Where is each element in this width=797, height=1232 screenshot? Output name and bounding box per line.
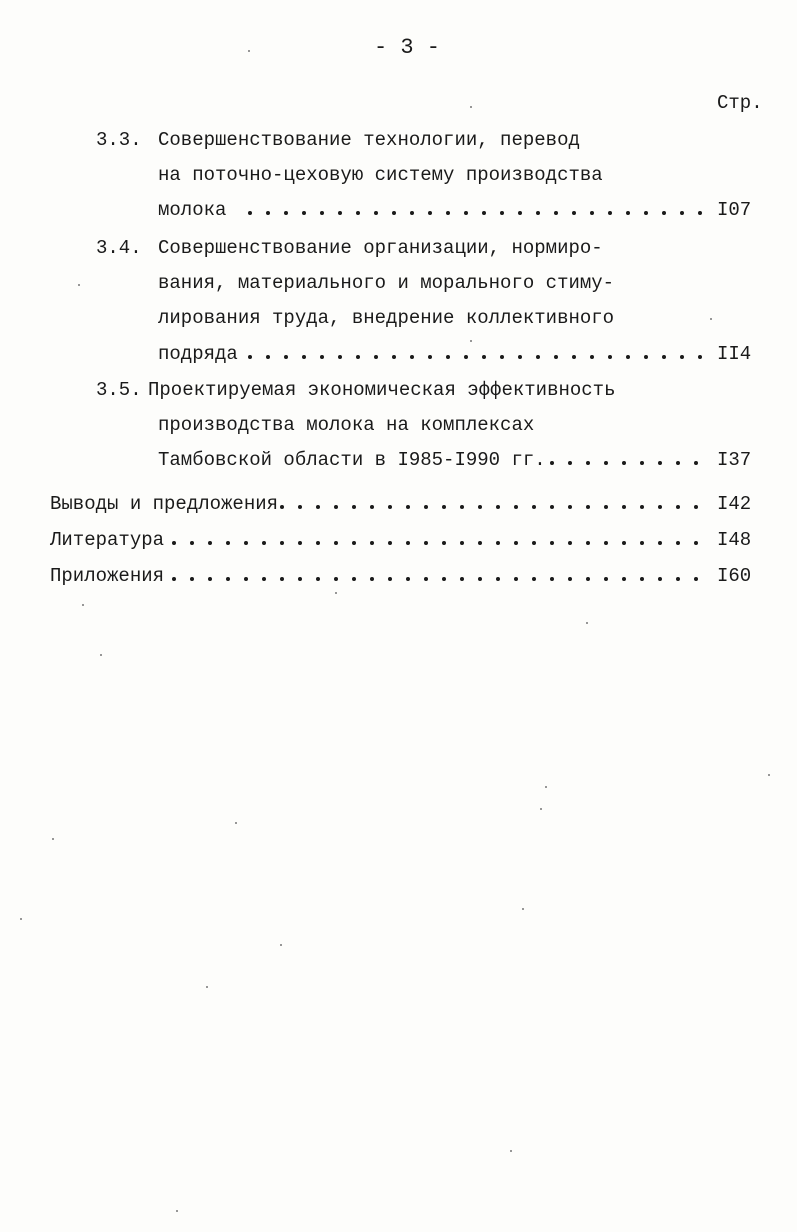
leader-dot bbox=[478, 577, 482, 581]
leader-dot bbox=[262, 541, 266, 545]
leader-dot bbox=[478, 505, 482, 509]
leader-dot bbox=[568, 461, 572, 465]
leader-dot bbox=[460, 577, 464, 581]
leader-dot bbox=[694, 461, 698, 465]
scan-speck bbox=[100, 654, 102, 656]
leader-dot bbox=[406, 505, 410, 509]
leader-dot bbox=[586, 505, 590, 509]
leader-dot bbox=[680, 355, 684, 359]
leader-dot bbox=[662, 355, 666, 359]
leader-dot bbox=[442, 505, 446, 509]
leader-dot bbox=[284, 355, 288, 359]
entry-title: Выводы и предложения bbox=[50, 493, 279, 515]
dot-leader bbox=[248, 204, 703, 223]
leader-dot bbox=[442, 541, 446, 545]
leader-dot bbox=[514, 577, 518, 581]
leader-dot bbox=[676, 505, 680, 509]
dot-leader bbox=[550, 454, 705, 473]
leader-dot bbox=[694, 541, 698, 545]
leader-dot bbox=[514, 505, 518, 509]
scan-speck bbox=[235, 822, 237, 824]
scan-speck bbox=[545, 786, 547, 788]
leader-dot bbox=[622, 577, 626, 581]
leader-dot bbox=[388, 541, 392, 545]
leader-dot bbox=[460, 541, 464, 545]
section-page-number: I37 bbox=[717, 449, 752, 471]
leader-dot bbox=[500, 211, 504, 215]
leader-dot bbox=[568, 541, 572, 545]
scan-speck bbox=[768, 774, 770, 776]
section-title-line: производства молока на комплексах bbox=[158, 414, 535, 436]
leader-dot bbox=[694, 577, 698, 581]
leader-dot bbox=[658, 541, 662, 545]
leader-dot bbox=[464, 211, 468, 215]
leader-dot bbox=[406, 577, 410, 581]
leader-dot bbox=[428, 355, 432, 359]
leader-dot bbox=[424, 541, 428, 545]
leader-dot bbox=[554, 355, 558, 359]
leader-dot bbox=[694, 505, 698, 509]
scan-speck bbox=[176, 1210, 178, 1212]
section-title-line: на поточно-цеховую систему производства bbox=[158, 164, 603, 186]
leader-dot bbox=[244, 541, 248, 545]
leader-dot bbox=[662, 211, 666, 215]
entry-title: Литература bbox=[50, 529, 165, 551]
leader-dot bbox=[518, 355, 522, 359]
leader-dot bbox=[374, 355, 378, 359]
leader-dot bbox=[586, 461, 590, 465]
leader-dot bbox=[572, 355, 576, 359]
leader-dot bbox=[172, 577, 176, 581]
leader-dot bbox=[334, 505, 338, 509]
leader-dot bbox=[644, 211, 648, 215]
section-page-number: I07 bbox=[717, 199, 752, 221]
leader-dot bbox=[640, 577, 644, 581]
leader-dot bbox=[496, 505, 500, 509]
leader-dot bbox=[500, 355, 504, 359]
leader-dot bbox=[536, 355, 540, 359]
leader-dot bbox=[676, 541, 680, 545]
leader-dot bbox=[226, 577, 230, 581]
leader-dot bbox=[280, 505, 284, 509]
leader-dot bbox=[568, 505, 572, 509]
scan-speck bbox=[82, 604, 84, 606]
leader-dot bbox=[608, 211, 612, 215]
leader-dot bbox=[550, 541, 554, 545]
leader-dot bbox=[644, 355, 648, 359]
leader-dot bbox=[446, 211, 450, 215]
leader-dot bbox=[478, 541, 482, 545]
leader-dot bbox=[338, 211, 342, 215]
leader-dot bbox=[532, 505, 536, 509]
entry-page-number: I60 bbox=[717, 565, 752, 587]
leader-dot bbox=[172, 541, 176, 545]
leader-dot bbox=[424, 505, 428, 509]
leader-dot bbox=[626, 211, 630, 215]
leader-dot bbox=[604, 461, 608, 465]
scan-speck bbox=[522, 908, 524, 910]
leader-dot bbox=[374, 211, 378, 215]
leader-dot bbox=[280, 577, 284, 581]
leader-dot bbox=[680, 211, 684, 215]
leader-dot bbox=[442, 577, 446, 581]
leader-dot bbox=[352, 541, 356, 545]
scan-speck bbox=[78, 284, 80, 286]
leader-dot bbox=[392, 211, 396, 215]
dot-leader bbox=[280, 498, 705, 517]
leader-dot bbox=[320, 355, 324, 359]
scan-speck bbox=[710, 318, 712, 320]
leader-dot bbox=[550, 505, 554, 509]
leader-dot bbox=[604, 505, 608, 509]
leader-dot bbox=[550, 461, 554, 465]
entry-title: Приложения bbox=[50, 565, 165, 587]
leader-dot bbox=[658, 461, 662, 465]
scan-speck bbox=[248, 50, 250, 52]
leader-dot bbox=[280, 541, 284, 545]
leader-dot bbox=[482, 211, 486, 215]
dot-leader bbox=[248, 348, 710, 367]
leader-dot bbox=[626, 355, 630, 359]
section-title-line: Тамбовской области в I985-I990 гг. bbox=[158, 449, 546, 471]
leader-dot bbox=[464, 355, 468, 359]
leader-dot bbox=[496, 541, 500, 545]
leader-dot bbox=[316, 577, 320, 581]
leader-dot bbox=[298, 541, 302, 545]
leader-dot bbox=[334, 541, 338, 545]
leader-dot bbox=[622, 541, 626, 545]
leader-dot bbox=[316, 505, 320, 509]
scan-speck bbox=[586, 622, 588, 624]
leader-dot bbox=[190, 541, 194, 545]
leader-dot bbox=[248, 355, 252, 359]
section-title-line: молока bbox=[158, 199, 227, 221]
section-title-line: Совершенствование организации, нормиро- bbox=[158, 237, 603, 259]
leader-dot bbox=[640, 461, 644, 465]
entry-page-number: I48 bbox=[717, 529, 752, 551]
leader-dot bbox=[586, 541, 590, 545]
leader-dot bbox=[208, 541, 212, 545]
leader-dot bbox=[698, 355, 702, 359]
leader-dot bbox=[392, 355, 396, 359]
leader-dot bbox=[536, 211, 540, 215]
leader-dot bbox=[608, 355, 612, 359]
leader-dot bbox=[640, 541, 644, 545]
leader-dot bbox=[586, 577, 590, 581]
leader-dot bbox=[604, 541, 608, 545]
leader-dot bbox=[424, 577, 428, 581]
leader-dot bbox=[338, 355, 342, 359]
leader-dot bbox=[356, 211, 360, 215]
section-number: 3.5. bbox=[96, 379, 142, 401]
leader-dot bbox=[370, 541, 374, 545]
page-number: - 3 - bbox=[374, 35, 441, 60]
leader-dot bbox=[388, 577, 392, 581]
section-title-line: Совершенствование технологии, перевод bbox=[158, 129, 580, 151]
section-title-line: Проектируемая экономическая эффективность bbox=[148, 379, 616, 401]
page-column-header: Стр. bbox=[717, 92, 763, 114]
leader-dot bbox=[244, 577, 248, 581]
leader-dot bbox=[370, 577, 374, 581]
leader-dot bbox=[572, 211, 576, 215]
leader-dot bbox=[496, 577, 500, 581]
leader-dot bbox=[554, 211, 558, 215]
section-number: 3.4. bbox=[96, 237, 142, 259]
leader-dot bbox=[698, 211, 702, 215]
leader-dot bbox=[266, 355, 270, 359]
section-title-line: лирования труда, внедрение коллективного bbox=[158, 307, 615, 329]
scan-speck bbox=[470, 106, 472, 108]
scan-speck bbox=[52, 838, 54, 840]
leader-dot bbox=[514, 541, 518, 545]
section-page-number: II4 bbox=[717, 343, 752, 365]
leader-dot bbox=[676, 461, 680, 465]
section-title-line: подряда bbox=[158, 343, 238, 365]
leader-dot bbox=[590, 211, 594, 215]
scan-speck bbox=[510, 1150, 512, 1152]
leader-dot bbox=[208, 577, 212, 581]
leader-dot bbox=[446, 355, 450, 359]
leader-dot bbox=[266, 211, 270, 215]
leader-dot bbox=[190, 577, 194, 581]
leader-dot bbox=[226, 541, 230, 545]
section-title-line: вания, материального и морального стиму- bbox=[158, 272, 615, 294]
leader-dot bbox=[406, 541, 410, 545]
leader-dot bbox=[352, 505, 356, 509]
leader-dot bbox=[640, 505, 644, 509]
scan-speck bbox=[335, 592, 337, 594]
leader-dot bbox=[590, 355, 594, 359]
leader-dot bbox=[428, 211, 432, 215]
scan-speck bbox=[206, 986, 208, 988]
leader-dot bbox=[532, 577, 536, 581]
leader-dot bbox=[676, 577, 680, 581]
leader-dot bbox=[298, 505, 302, 509]
leader-dot bbox=[298, 577, 302, 581]
scan-speck bbox=[280, 944, 282, 946]
entry-page-number: I42 bbox=[717, 493, 752, 515]
leader-dot bbox=[302, 355, 306, 359]
leader-dot bbox=[284, 211, 288, 215]
leader-dot bbox=[568, 577, 572, 581]
leader-dot bbox=[352, 577, 356, 581]
scan-speck bbox=[540, 808, 542, 810]
leader-dot bbox=[550, 577, 554, 581]
scan-speck bbox=[20, 918, 22, 920]
leader-dot bbox=[532, 541, 536, 545]
leader-dot bbox=[334, 577, 338, 581]
leader-dot bbox=[388, 505, 392, 509]
leader-dot bbox=[604, 577, 608, 581]
leader-dot bbox=[248, 211, 252, 215]
leader-dot bbox=[518, 211, 522, 215]
leader-dot bbox=[370, 505, 374, 509]
leader-dot bbox=[460, 505, 464, 509]
section-number: 3.3. bbox=[96, 129, 142, 151]
scan-speck bbox=[470, 340, 472, 342]
leader-dot bbox=[316, 541, 320, 545]
dot-leader bbox=[172, 534, 707, 553]
leader-dot bbox=[410, 355, 414, 359]
leader-dot bbox=[302, 211, 306, 215]
dot-leader bbox=[172, 570, 707, 589]
leader-dot bbox=[482, 355, 486, 359]
leader-dot bbox=[320, 211, 324, 215]
leader-dot bbox=[262, 577, 266, 581]
leader-dot bbox=[410, 211, 414, 215]
leader-dot bbox=[658, 505, 662, 509]
leader-dot bbox=[622, 461, 626, 465]
leader-dot bbox=[622, 505, 626, 509]
leader-dot bbox=[356, 355, 360, 359]
leader-dot bbox=[658, 577, 662, 581]
